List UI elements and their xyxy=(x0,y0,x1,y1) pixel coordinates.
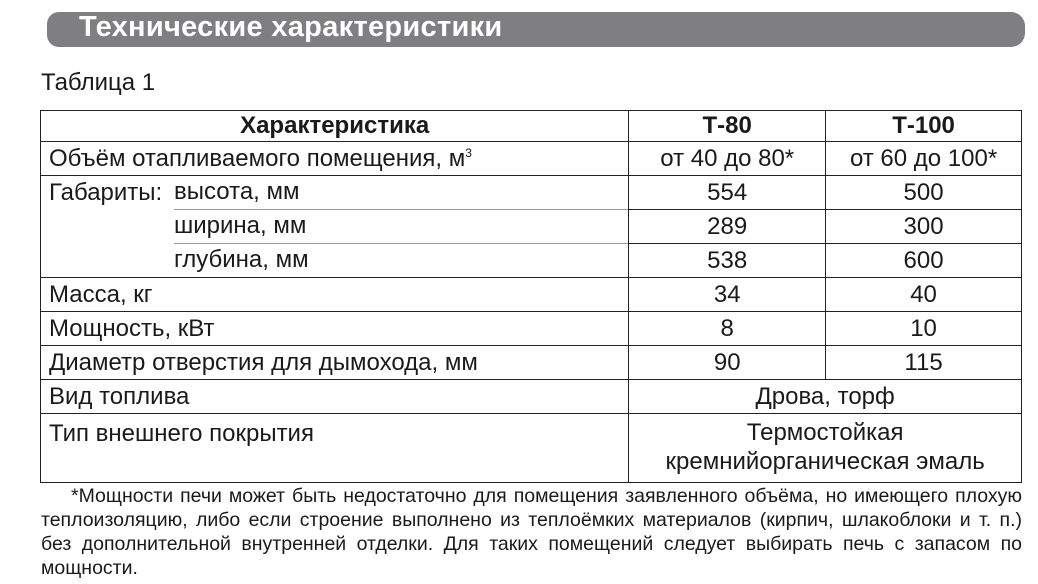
fuel-label: Вид топлива xyxy=(41,380,629,414)
height-label: высота, мм xyxy=(174,176,628,210)
chimney-t80: 90 xyxy=(629,346,826,380)
dims-width-label-cell xyxy=(41,210,629,244)
mass-label: Масса, кг xyxy=(41,278,629,312)
dims-depth-label-cell xyxy=(41,244,629,278)
coating-value-line1: Термостойкая xyxy=(746,419,904,446)
header-t80: Т-80 xyxy=(629,111,826,142)
depth-t100: 600 xyxy=(826,244,1022,278)
chimney-t100: 115 xyxy=(826,346,1022,380)
table-row xyxy=(41,244,1022,278)
height-t100: 500 xyxy=(826,176,1022,210)
header-t100: Т-100 xyxy=(826,111,1022,142)
depth-t80: 538 xyxy=(629,244,826,278)
dims-label: Габариты: xyxy=(49,178,163,206)
depth-label: глубина, мм xyxy=(174,246,309,274)
width-t100: 300 xyxy=(826,210,1022,244)
coating-label: Тип внешнего покрытия xyxy=(41,414,629,483)
table-row xyxy=(41,346,1022,380)
mass-t80: 34 xyxy=(629,278,826,312)
spec-table xyxy=(40,110,1022,483)
chimney-label: Диаметр отверстия для дымохода, мм xyxy=(41,346,629,380)
width-label: ширина, мм xyxy=(174,210,628,244)
footnote xyxy=(41,484,1022,580)
table-row xyxy=(41,210,1022,244)
height-t80: 554 xyxy=(629,176,826,210)
footnote-text: *Мощности печи может быть недостаточно для помещения заявленного объёма, но имеющего плохую теплоизоляцию, либо если строение выполнено из теплоёмких материалов (кирпич, шлакоблоки и т. п.) без дополнительной внутренней отделки. Для таких помещений следует выбирать печь с запасом по мощности. xyxy=(41,485,1022,579)
volume-t100: от 60 до 100* xyxy=(826,142,1022,176)
table-row xyxy=(41,414,1022,483)
table-row xyxy=(41,312,1022,346)
table-row xyxy=(41,380,1022,414)
coating-value-line2: кремнийорганическая эмаль xyxy=(665,448,985,475)
table-row xyxy=(41,142,1022,176)
unit-superscript: 3 xyxy=(465,145,472,160)
table-header-row xyxy=(41,111,1022,142)
table-row xyxy=(41,278,1022,312)
title-bar xyxy=(47,12,1025,47)
table-caption: Таблица 1 xyxy=(41,69,156,96)
power-t80: 8 xyxy=(629,312,826,346)
width-t80: 289 xyxy=(629,210,826,244)
header-characteristic: Характеристика xyxy=(41,111,629,142)
volume-t80: от 40 до 80* xyxy=(629,142,826,176)
page-title: Технические характеристики xyxy=(79,11,503,43)
fuel-value: Дрова, торф xyxy=(629,380,1022,414)
dims-height-label-cell xyxy=(41,176,629,210)
table-row xyxy=(41,176,1022,210)
coating-value xyxy=(629,414,1022,483)
volume-label: Объём отапливаемого помещения, $м^3$ xyxy=(41,142,629,176)
power-t100: 10 xyxy=(826,312,1022,346)
mass-t100: 40 xyxy=(826,278,1022,312)
power-label: Мощность, кВт xyxy=(41,312,629,346)
